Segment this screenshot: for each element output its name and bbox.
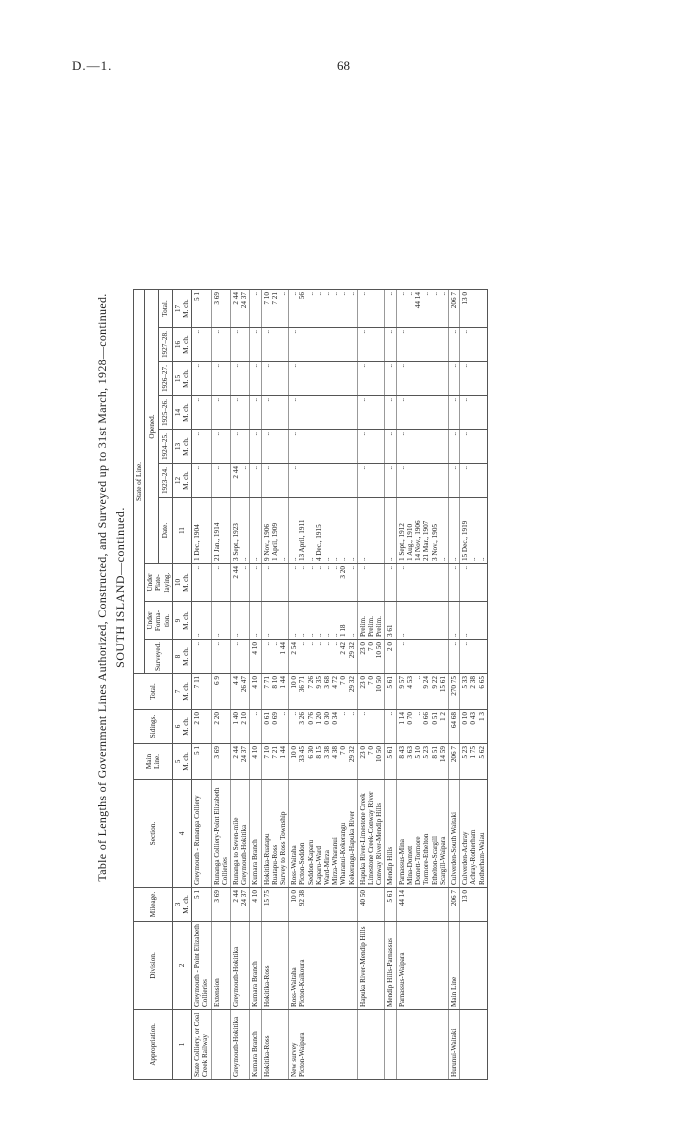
cell-y1923: .. [357, 464, 385, 498]
cell-y1924: .. [192, 430, 211, 464]
cell-main: 206 7 [448, 744, 459, 780]
cell-y1927: .. [460, 328, 488, 362]
cell-section: Culverden-Achray Achray-Rotherham Rotherham-Waiau [460, 780, 488, 888]
cell-appropriation [211, 1010, 230, 1080]
column-number-6: 6 M. ch. [172, 710, 191, 744]
table-row [231, 290, 250, 1080]
table-row [250, 290, 261, 1080]
column-number-1: 1 [172, 1010, 191, 1080]
cell-y1924: .. [385, 430, 396, 464]
col-appropriation: Appropriation. [134, 1010, 173, 1080]
page-number: 68 [337, 58, 350, 73]
cell-date: 1 Sept., 1912 1 Aug., 1910 14 Nov., 1906 21 Mar., 1907 3 Nov., 1905 .. [396, 498, 448, 564]
cell-sidings: 1 40 2 10 [231, 710, 250, 744]
cell-division [460, 922, 488, 1010]
cell-division: Main Line [448, 922, 459, 1010]
cell-section: Culverden-South Waitaki [448, 780, 459, 888]
cell-formation: .. [396, 602, 448, 640]
cell-mileage: 13 0 [460, 888, 488, 922]
cell-opened_total: .. [250, 290, 261, 328]
cell-sidings: 0 10 0 43 1 3 [460, 710, 488, 744]
table-title: Table of Lengths of Government Lines Authorized, Constructed, and Surveyed up to 31st March, 1928—continued. [95, 293, 109, 882]
cell-y1924: .. [448, 430, 459, 464]
cell-appropriation [357, 1010, 385, 1080]
cell-section: Ross-Waitaha Picton-Seddon Seddon-Kaparu Kaparu-Ward Ward-Mirza Mirza-Wharanui Wharanui-Kekerangu Kekerangu-Hapuka River [289, 780, 358, 888]
cell-y1924: .. [460, 430, 488, 464]
cell-sidings: 0 61 0 69 .. [261, 710, 289, 744]
cell-y1923: .. [460, 464, 488, 498]
cell-y1925: .. [211, 396, 230, 430]
cell-sidings: 2 20 [211, 710, 230, 744]
cell-total: 4 4 26 47 [231, 674, 250, 710]
col-1923: 1923–24. [159, 464, 173, 498]
cell-opened_total: 206 7 [448, 290, 459, 328]
cell-opened_total: 3 69 [211, 290, 230, 328]
cell-y1925: .. [250, 396, 261, 430]
cell-platelaying: .. [211, 564, 230, 602]
cell-total: 7 71 8 10 1 44 [261, 674, 289, 710]
cell-date: .. [448, 498, 459, 564]
cell-date: 9 Nov., 1906 1 April, 1909 .. [261, 498, 289, 564]
cell-appropriation: Kumara Branch [250, 1010, 261, 1080]
table-row [211, 290, 230, 1080]
cell-y1926: .. [250, 362, 261, 396]
column-number-4: 4 [172, 780, 191, 888]
cell-formation: Prelim. Prelim. Prelim. [357, 602, 385, 640]
cell-y1923: .. [250, 464, 261, 498]
cell-y1924: .. [396, 430, 448, 464]
column-number-13: 13 M. ch. [172, 430, 191, 464]
column-number-12: 12 M. ch. [172, 464, 191, 498]
column-number-8: 8 M. ch. [172, 640, 191, 674]
cell-opened_total: 7 10 7 21 .. [261, 290, 289, 328]
col-1927: 1927–28. [159, 328, 173, 362]
cell-opened_total: .. .. 44 14 .. .. .. [396, 290, 448, 328]
cell-formation: 3 61 [385, 602, 396, 640]
cell-division: Parnassus-Waipara [396, 922, 448, 1010]
cell-sidings: 64 68 [448, 710, 459, 744]
cell-surveyed: .. [231, 640, 250, 674]
cell-opened_total: .. [357, 290, 385, 328]
cell-y1924: .. [357, 430, 385, 464]
table-row [460, 290, 488, 1080]
cell-y1926: .. [396, 362, 448, 396]
cell-main: 5 61 [385, 744, 396, 780]
cell-mileage: 5 61 [385, 888, 396, 922]
lengths-table [133, 289, 488, 1080]
cell-division: Hapuka River-Mendip Hills [357, 922, 385, 1010]
cell-mileage: 10 0 92 38 [289, 888, 358, 922]
column-number-5: 5 M. ch. [172, 744, 191, 780]
cell-y1927: .. [250, 328, 261, 362]
cell-platelaying: .. [460, 564, 488, 602]
cell-section: Runanga Colliery-Point Elizabeth Collieries [211, 780, 230, 888]
cell-platelaying: .. .. .. .. .. .. 3 20 .. [289, 564, 358, 602]
cell-appropriation: Hurunui-Waitaki [448, 1010, 459, 1080]
cell-total: 270 75 [448, 674, 459, 710]
column-number-10: 10 M. ch. [172, 564, 191, 602]
cell-y1923: .. [289, 464, 358, 498]
cell-y1925: .. [385, 396, 396, 430]
cell-appropriation: Hokitika-Ross [261, 1010, 289, 1080]
cell-section: Parnassus-Mina Mina-Domett Domett-Tormore Tormore-Ethelton Ethelton-Scargill Scargill-Waipara [396, 780, 448, 888]
cell-division: Greymouth - Point Elizabeth Collieries [192, 922, 211, 1010]
col-under-platelaying: Under Plate-laying. [145, 564, 173, 602]
cell-y1926: .. [211, 362, 230, 396]
cell-platelaying: 2 44 .. [231, 564, 250, 602]
cell-division: Extension [211, 922, 230, 1010]
cell-y1925: .. [231, 396, 250, 430]
col-date: Date. [159, 498, 173, 564]
cell-main: 4 10 [250, 744, 261, 780]
table-row [357, 290, 385, 1080]
col-opened-total: Total. [159, 290, 173, 328]
cell-y1926: .. [385, 362, 396, 396]
cell-main: 3 69 [211, 744, 230, 780]
cell-y1924: .. [261, 430, 289, 464]
cell-surveyed: .. [460, 640, 488, 674]
cell-formation: .. [231, 602, 250, 640]
rotated-table-container [95, 95, 655, 1080]
cell-division: Greymouth-Hokitika [231, 922, 250, 1010]
cell-mileage: 2 44 24 37 [231, 888, 250, 922]
cell-y1926: .. [357, 362, 385, 396]
cell-date: 21 Jan., 1914 [211, 498, 230, 564]
cell-y1923: .. [396, 464, 448, 498]
table-row [385, 290, 396, 1080]
cell-surveyed: .. [211, 640, 230, 674]
col-section: Section. [134, 780, 173, 888]
cell-sidings: .. [250, 710, 261, 744]
cell-total: 5 33 2 38 6 65 [460, 674, 488, 710]
cell-division: Ross-Waitaha Picton-Kaikoura [289, 922, 358, 1010]
cell-total: 6 9 [211, 674, 230, 710]
table-subtitle: SOUTH ISLAND—continued. [113, 507, 127, 668]
cell-y1926: .. [448, 362, 459, 396]
cell-y1925: .. [261, 396, 289, 430]
column-number-9: 9 M. ch. [172, 602, 191, 640]
cell-platelaying: .. [448, 564, 459, 602]
cell-platelaying: .. [261, 564, 289, 602]
col-1926: 1926–27. [159, 362, 173, 396]
cell-sidings: .. [385, 710, 396, 744]
cell-platelaying: .. [192, 564, 211, 602]
col-mileage: Mileage. [134, 888, 173, 922]
cell-formation: .. [448, 602, 459, 640]
cell-appropriation [396, 1010, 448, 1080]
cell-y1924: .. [289, 430, 358, 464]
col-under-formation: Under Forma-tion. [145, 602, 173, 640]
cell-date: 1 Dec., 1904 [192, 498, 211, 564]
cell-appropriation: New survey Picton-Waipara [289, 1010, 358, 1080]
cell-surveyed: 4 10 [250, 640, 261, 674]
cell-main: 10 0 33 45 6 30 8 15 3 38 4 38 7 0 29 32 [289, 744, 358, 780]
column-number-17: 17 M. ch. [172, 290, 191, 328]
column-number-16: 16 M. ch. [172, 328, 191, 362]
cell-opened_total: .. 56 .. .. .. .. .. .. [289, 290, 358, 328]
cell-y1924: .. [250, 430, 261, 464]
cell-section: Hokitika-Ruatapu Ruatapu-Ross Survey to Ross Township [261, 780, 289, 888]
cell-y1923: .. [192, 464, 211, 498]
column-number-11: 11 [172, 498, 191, 564]
cell-surveyed: .. [192, 640, 211, 674]
cell-sidings: .. 3 26 0 76 1 20 0 30 0 34 .. .. [289, 710, 358, 744]
cell-platelaying: .. [250, 564, 261, 602]
cell-total: 23 0 7 0 10 50 [357, 674, 385, 710]
col-main-line: Main Line. [134, 744, 173, 780]
col-sidings: Sidings. [134, 710, 173, 744]
col-surveyed: Surveyed. [145, 640, 173, 674]
cell-formation: .. [211, 602, 230, 640]
cell-main: 2 44 24 37 [231, 744, 250, 780]
table-row [192, 290, 211, 1080]
col-opened: Opened. [145, 290, 159, 564]
cell-formation: .. .. .. .. .. .. 1 18 .. [289, 602, 358, 640]
cell-y1927: .. [357, 328, 385, 362]
cell-section: Runanga to Seven-mile Greymouth-Hokitika [231, 780, 250, 888]
cell-formation: .. [261, 602, 289, 640]
cell-y1927: .. [448, 328, 459, 362]
cell-date: 3 Sept., 1923 .. [231, 498, 250, 564]
col-total: Total. [134, 674, 173, 710]
cell-mileage: 40 50 [357, 888, 385, 922]
cell-main: 23 0 7 0 10 50 [357, 744, 385, 780]
cell-y1926: .. [460, 362, 488, 396]
cell-total: 5 61 [385, 674, 396, 710]
cell-division: Mendip Hills-Parnassus [385, 922, 396, 1010]
cell-y1926: .. [289, 362, 358, 396]
cell-appropriation: State Colliery, or Coal Creek Railway [192, 1010, 211, 1080]
cell-opened_total: 13 0 [460, 290, 488, 328]
cell-section: Kumara Branch [250, 780, 261, 888]
col-1925: 1925–26. [159, 396, 173, 430]
cell-section: Mendip Hills [385, 780, 396, 888]
cell-surveyed: .. [396, 640, 448, 674]
cell-total: 9 57 4 53 .. 9 24 9 22 15 61 [396, 674, 448, 710]
column-number-2: 2 [172, 922, 191, 1010]
cell-y1927: .. [289, 328, 358, 362]
cell-opened_total: 2 44 24 37 [231, 290, 250, 328]
report-code: D.—1. [72, 58, 113, 73]
cell-date: .. [357, 498, 385, 564]
cell-mileage: 15 75 [261, 888, 289, 922]
cell-opened_total: .. [385, 290, 396, 328]
cell-sidings: 1 14 0 70 .. 0 66 0 51 1 2 [396, 710, 448, 744]
cell-sidings: .. [357, 710, 385, 744]
column-number-15: 15 M. ch. [172, 362, 191, 396]
cell-y1925: .. [396, 396, 448, 430]
col-1924: 1924–25. [159, 430, 173, 464]
cell-section: Greymouth - Runanga Colliery [192, 780, 211, 888]
cell-date: .. [385, 498, 396, 564]
cell-y1924: .. [231, 430, 250, 464]
cell-surveyed: 23 0 7 0 10 50 [357, 640, 385, 674]
cell-division: Hokitika-Ross [261, 922, 289, 1010]
cell-date: .. [250, 498, 261, 564]
cell-y1927: .. [231, 328, 250, 362]
cell-main: 5 1 [192, 744, 211, 780]
cell-date: 15 Dec., 1919 .. .. [460, 498, 488, 564]
cell-y1923: 2 44 .. [231, 464, 250, 498]
cell-main: 5 23 1 75 5 62 [460, 744, 488, 780]
cell-main: 7 10 7 21 1 44 [261, 744, 289, 780]
cell-y1927: .. [211, 328, 230, 362]
cell-y1924: .. [211, 430, 230, 464]
cell-surveyed: 2 54 .. .. .. .. .. 2 42 29 32 [289, 640, 358, 674]
table-row [289, 290, 358, 1080]
cell-y1927: .. [396, 328, 448, 362]
column-number-3: 3 M. ch. [172, 888, 191, 922]
cell-y1926: .. [261, 362, 289, 396]
cell-mileage: 3 69 [211, 888, 230, 922]
cell-main: 8 43 3 63 5 10 5 23 8 51 14 59 [396, 744, 448, 780]
col-division: Division. [134, 922, 173, 1010]
cell-division: Kumara Branch [250, 922, 261, 1010]
cell-formation: .. [250, 602, 261, 640]
cell-platelaying: .. [385, 564, 396, 602]
cell-total: 7 11 [192, 674, 211, 710]
cell-platelaying: .. [396, 564, 448, 602]
cell-y1925: .. [357, 396, 385, 430]
column-number-row [172, 290, 191, 1080]
cell-y1927: .. [385, 328, 396, 362]
cell-formation: .. [192, 602, 211, 640]
cell-y1923: .. [385, 464, 396, 498]
cell-y1923: .. [211, 464, 230, 498]
column-number-14: 14 M. ch. [172, 396, 191, 430]
cell-y1923: .. [448, 464, 459, 498]
cell-y1926: .. [231, 362, 250, 396]
cell-y1925: .. [192, 396, 211, 430]
column-number-7: 7 M. ch. [172, 674, 191, 710]
cell-section: Hapuka River-Limestone Creek Limestone Creek-Conway River Conway River-Mendip Hills [357, 780, 385, 888]
cell-y1925: .. [448, 396, 459, 430]
cell-surveyed: 2 0 [385, 640, 396, 674]
cell-y1925: .. [289, 396, 358, 430]
table-row [396, 290, 448, 1080]
cell-surveyed: .. [448, 640, 459, 674]
table-body [192, 290, 488, 1080]
cell-mileage: 206 7 [448, 888, 459, 922]
cell-sidings: 2 10 [192, 710, 211, 744]
table-row [448, 290, 459, 1080]
cell-y1923: .. [261, 464, 289, 498]
cell-total: 4 10 [250, 674, 261, 710]
cell-y1927: .. [192, 328, 211, 362]
cell-appropriation [385, 1010, 396, 1080]
table-row [261, 290, 289, 1080]
cell-date: .. 13 April, 1911 .. 4 Dec., 1915 .. .. .. .. [289, 498, 358, 564]
cell-total: 10 0 36 71 7 26 9 35 3 68 4 72 7 0 29 32 [289, 674, 358, 710]
cell-platelaying: .. [357, 564, 385, 602]
cell-formation: .. [460, 602, 488, 640]
cell-appropriation: Greymouth-Hokitika [231, 1010, 250, 1080]
cell-y1925: .. [460, 396, 488, 430]
col-state-of-line: State of Line. [134, 290, 145, 674]
cell-y1927: .. [261, 328, 289, 362]
cell-mileage: 5 1 [192, 888, 211, 922]
cell-surveyed: .. .. 1 44 [261, 640, 289, 674]
cell-y1926: .. [192, 362, 211, 396]
cell-appropriation [460, 1010, 488, 1080]
cell-mileage: 44 14 [396, 888, 448, 922]
cell-mileage: 4 10 [250, 888, 261, 922]
cell-opened_total: 5 1 [192, 290, 211, 328]
